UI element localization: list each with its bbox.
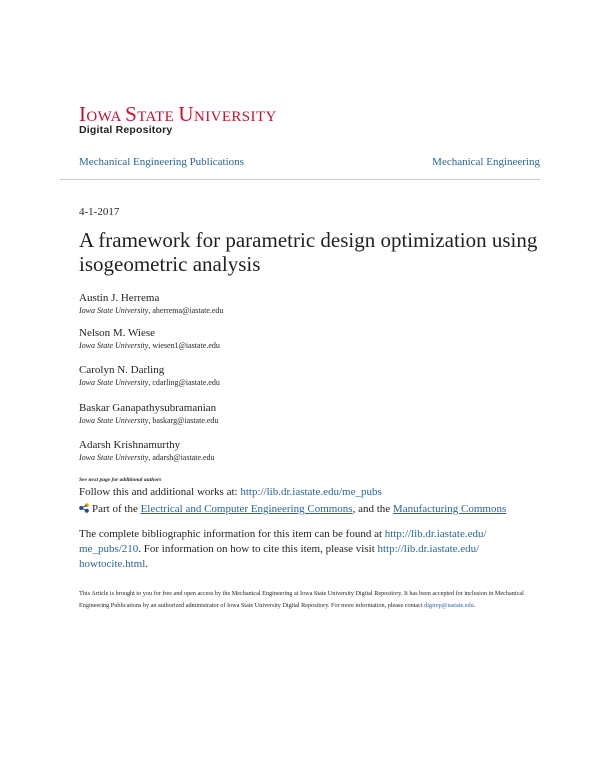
logo-letter: TATE: [137, 109, 179, 125]
author-university: Iowa State University: [79, 416, 149, 425]
logo-letter: I: [79, 102, 87, 126]
author-name: Baskar Ganapathysubramanian: [79, 402, 217, 414]
author-email: wiesen1@iastate.edu: [152, 341, 220, 350]
footer-end: .: [473, 601, 476, 609]
footer-text: This Article is brought to you for free and open access by the Mechanical Engineering at Iowa State University Digital Repository. It has been accepted for inclusion in Mechanical Engineering Publications by an authorized administrator of Iowa State University Digital Repository. For more information, please contact: [79, 590, 524, 609]
author-email: baskarg@iastate.edu: [152, 416, 219, 425]
nav-department-link[interactable]: Mechanical Engineering: [432, 156, 540, 168]
see-next-page-note: See next page for additional authors: [79, 477, 162, 483]
publication-date: 4-1-2017: [79, 206, 120, 218]
author-email: adarsh@iastate.edu: [152, 453, 215, 462]
author-affiliation: Iowa State University, cdarling@iastate.edu: [79, 378, 220, 387]
item-link-cont[interactable]: me_pubs/210: [79, 543, 139, 555]
author-name: Austin J. Herrema: [79, 292, 160, 304]
part-of-mid: , and the: [352, 503, 393, 515]
author-affiliation: Iowa State University, aherrema@iastate.edu: [79, 306, 224, 315]
ece-commons-link[interactable]: Electrical and Computer Engineering Commons: [140, 503, 353, 515]
author-university: Iowa State University: [79, 306, 149, 315]
page-title: A framework for parametric design optimization using isogeometric analysis: [79, 228, 538, 276]
citation-text: The complete bibliographic information for this item can be found at: [79, 528, 385, 540]
footer-notice: [79, 588, 529, 611]
repository-name: Digital Repository: [79, 124, 173, 136]
item-link[interactable]: http://lib.dr.iastate.edu/: [384, 528, 487, 540]
follow-link[interactable]: http://lib.dr.iastate.edu/me_pubs: [240, 486, 382, 498]
logo-letter: NIVERSITY: [193, 109, 277, 125]
author-university: Iowa State University: [79, 378, 149, 387]
author-affiliation: Iowa State University, wiesen1@iastate.edu: [79, 341, 220, 350]
citation-text: . For information on how to cite this item, please visit: [138, 543, 378, 555]
logo-letter: OWA: [86, 109, 126, 125]
citation-text: .: [145, 558, 149, 570]
divider: [60, 179, 540, 180]
author-email: cdarling@iastate.edu: [152, 378, 220, 387]
contact-email-link[interactable]: digirep@iastate.edu: [424, 601, 474, 609]
logo-letter: S: [125, 102, 138, 126]
author-name: Adarsh Krishnamurthy: [79, 439, 181, 451]
howtocite-link-cont[interactable]: howtocite.html: [79, 558, 146, 570]
part-of-prefix: Part of the: [92, 503, 141, 515]
howtocite-link[interactable]: http://lib.dr.iastate.edu/: [377, 543, 480, 555]
nav-publications-link[interactable]: Mechanical Engineering Publications: [79, 156, 244, 168]
part-of-line: [79, 502, 506, 517]
logo-letter: U: [178, 102, 194, 126]
author-affiliation: Iowa State University, baskarg@iastate.edu: [79, 416, 219, 425]
author-affiliation: Iowa State University, adarsh@iastate.edu: [79, 453, 215, 462]
follow-text: Follow this and additional works at:: [79, 486, 241, 498]
author-email: aherrema@iastate.edu: [152, 306, 224, 315]
author-name: Nelson M. Wiese: [79, 327, 156, 339]
author-university: Iowa State University: [79, 453, 149, 462]
author-university: Iowa State University: [79, 341, 149, 350]
citation-paragraph: [79, 527, 529, 572]
follow-line: [79, 485, 382, 500]
share-icon: [79, 503, 89, 513]
manufacturing-commons-link[interactable]: Manufacturing Commons: [392, 503, 507, 515]
author-name: Carolyn N. Darling: [79, 364, 165, 376]
